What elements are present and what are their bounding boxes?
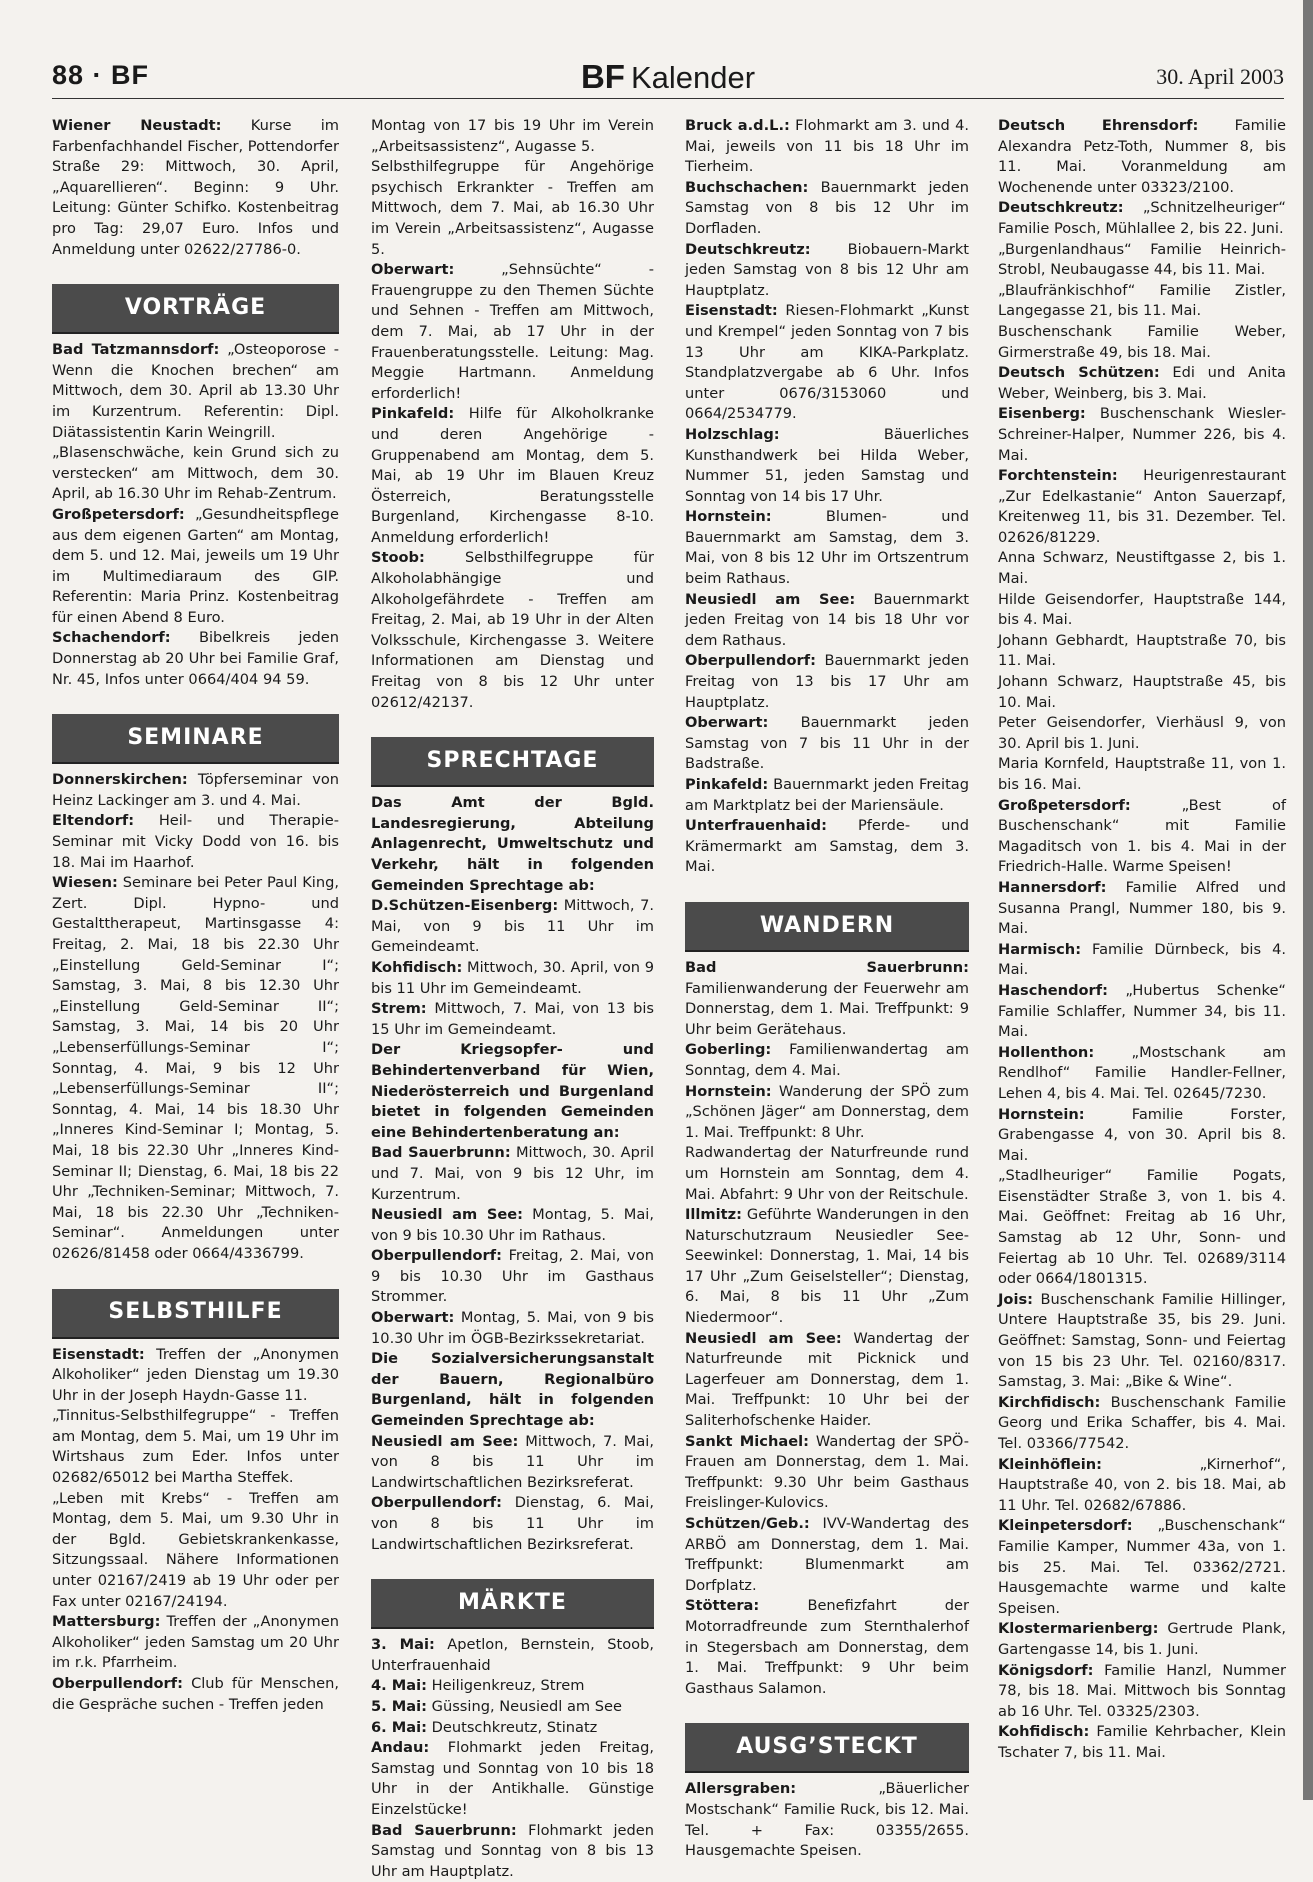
entry-place: Jois: bbox=[998, 1290, 1033, 1308]
entry-text: „Hubertus Schenke“ Familie Schlaffer, Nummer 34, bis 11. Mai. bbox=[998, 981, 1286, 1041]
calendar-entry bbox=[371, 1308, 654, 1349]
calendar-entry bbox=[371, 1821, 654, 1882]
entry-text: Bauernmarkt jeden Freitag am Marktplatz bei der Mariensäule. bbox=[685, 776, 969, 814]
entry-place: Forchtenstein: bbox=[998, 467, 1118, 485]
calendar-entry bbox=[998, 1455, 1286, 1517]
entry-text: Familie Alexandra Petz-Toth, Nummer 8, bis 11. Mai. Voranmeldung am Wochenende unter 03323/2100. bbox=[998, 117, 1286, 196]
column-2 bbox=[371, 116, 654, 1882]
entry-place: Großpetersdorf: bbox=[52, 505, 185, 523]
entry-place: 3. Mai: bbox=[371, 1636, 435, 1654]
calendar-entry bbox=[998, 404, 1286, 466]
entry-text: Heurigenrestaurant „Zur Edelkastanie“ Anton Sauerzapf, Kreitenweg 11, bis 31. Dezember. Tel. 02626/81229. bbox=[998, 467, 1286, 546]
column-4 bbox=[998, 116, 1286, 1764]
calendar-entry bbox=[371, 1738, 654, 1820]
brand-logo: BF bbox=[580, 58, 625, 95]
entry-text: Flohmarkt am 3. und 4. Mai, jeweils von 11 bis 18 Uhr im Tierheim. bbox=[685, 117, 969, 176]
entry-text: Gertrude Plank, Gartengasse 14, bis 1. Juni. bbox=[998, 1620, 1287, 1658]
entry-place: Eisenstadt: bbox=[685, 302, 778, 320]
calendar-entry bbox=[998, 198, 1286, 239]
entry-place: Eisenberg: bbox=[998, 405, 1086, 423]
entry-text: Buschenschank Wiesler-Schreiner-Halper, Nummer 226, bis 4. Mai. bbox=[998, 405, 1286, 464]
entry-text: Wanderung der SPÖ zum „Schönen Jäger“ am Donnerstag, dem 1. Mai. Treffpunkt: 8 Uhr. bbox=[685, 1082, 970, 1141]
calendar-entry bbox=[998, 796, 1286, 878]
entry-place: Kleinpetersdorf: bbox=[998, 1517, 1133, 1535]
entry-place: Donnerskirchen: bbox=[52, 771, 188, 789]
calendar-entry bbox=[52, 770, 339, 811]
calendar-entry bbox=[998, 1661, 1286, 1723]
entry-text: Heil- und Therapie-Seminar mit Vicky Dodd von 16. bis 18. Mai im Haarhof. bbox=[52, 812, 339, 871]
entry-place: Stöttera: bbox=[685, 1597, 760, 1615]
calendar-entry bbox=[52, 1489, 339, 1613]
entry-text: „Schnitzelheuriger“ Familie Posch, Mühlallee 2, bis 22. Juni. bbox=[998, 199, 1286, 237]
entry-place: 4. Mai: bbox=[371, 1677, 427, 1695]
entry-text: Familienwanderung der Feuerwehr am Donnerstag, dem 1. Mai. Treffpunkt: 9 Uhr beim Gerätehaus. bbox=[685, 979, 969, 1038]
calendar-entry bbox=[371, 958, 654, 999]
entry-place: Bad Sauerbrunn: bbox=[371, 1144, 511, 1162]
entry-text: Club für Menschen, die Gespräche suchen - Treffen jeden bbox=[52, 1675, 339, 1713]
entry-text: Geführte Wanderungen in den Naturschutzraum Neusiedler See-Seewinkel: Donnerstag, 1. Mai, 14 bis 17 Uhr „Zum Geiselsteller“; Dienstag, 6. Mai, 8 bis 11 Uhr „Zum Niedermoor“. bbox=[685, 1206, 970, 1327]
calendar-entry bbox=[998, 1722, 1286, 1763]
entry-text: Biobauern-Markt jeden Samstag von 8 bis 12 Uhr am Hauptplatz. bbox=[685, 240, 969, 299]
entry-place: Bad Sauerbrunn: bbox=[685, 958, 969, 976]
calendar-entry bbox=[52, 811, 339, 873]
entry-text: Töpferseminar von Heinz Lackinger am 3. und 4. Mai. bbox=[52, 771, 340, 809]
entry-text: Bäuerliches Kunsthandwerk bei Hilda Weber, Nummer 51, jeden Samstag und Sonntag von 14 bis 17 Uhr. bbox=[685, 425, 969, 505]
section-intro: Die Sozialversicherungsanstalt der Bauern, Regionalbüro Burgenland, hält in folgenden Gemeinden Sprechtage ab: bbox=[371, 1350, 654, 1430]
entry-text: Seminare bei Peter Paul King, Zert. Dipl. Hypno- und Gestalttherapeut, Martinsgasse 4: Freitag, 2. Mai, 18 bis 22.30 Uhr „Einstellung Geld-Seminar I“; Samstag, 3. Mai, 8 bis 12.30 Uhr „Einstellung Geld-Seminar II“; Samstag, 3. Mai, 14 bis 20 Uhr „Lebenserfüllungs-Seminar I“; Sonntag, 4. Mai, 9 bis 12 Uhr „Lebenserfüllungs-Seminar II“; Sonntag, 4. Mai, 14 bis 18.30 Uhr „Inneres Kind-Seminar I; Montag, 5. Mai, 18 bis 22.30 Uhr „Inneres Kind-Seminar II; Dienstag, 6. Mai, 18 bis 22 Uhr „Techniken-Seminar; Mittwoch, 7. Mai, 18 bis 22.30 Uhr „Techniken-Seminar“. Anmeldungen unter 02626/81458 oder 0664/4336799. bbox=[52, 874, 340, 1262]
calendar-entry bbox=[998, 466, 1286, 548]
entry-text: IVV-Wandertag des ARBÖ am Donnerstag, dem 1. Mai. Treffpunkt: Blumenmarkt am Dorfplatz. bbox=[685, 1515, 969, 1594]
entry-text: Heiligenkreuz, Strem bbox=[431, 1677, 585, 1695]
section-banner: VORTRÄGE bbox=[52, 284, 339, 334]
calendar-entry bbox=[52, 340, 339, 443]
entry-text: „Osteoporose - Wenn die Knochen brechen“ am Mittwoch, dem 30. April ab 13.30 Uhr im Kurzentrum. Referentin: Dipl. Diätassistentin Karin Weingrill. bbox=[52, 341, 339, 441]
entry-text: Familienwandertag am Sonntag, dem 4. Mai. bbox=[685, 1041, 970, 1079]
entry-place: Holzschlag: bbox=[685, 425, 780, 443]
calendar-entry bbox=[998, 1105, 1286, 1167]
column-1 bbox=[52, 116, 339, 1715]
calendar-entry bbox=[998, 672, 1286, 713]
entry-place: 5. Mai: bbox=[371, 1697, 427, 1715]
section-banner: SPRECHTAGE bbox=[371, 737, 654, 787]
calendar-entry bbox=[685, 240, 969, 302]
calendar-entry bbox=[685, 1432, 969, 1514]
entry-text: Apetlon, Bernstein, Stoob, Unterfrauenhaid bbox=[371, 1636, 654, 1674]
entry-text: „Blasenschwäche, kein Grund sich zu verstecken“ am Mittwoch, dem 30. April, ab 16.30 Uhr im Rehab-Zentrum. bbox=[52, 444, 339, 503]
section-title bbox=[52, 58, 1284, 96]
calendar-entry bbox=[685, 1082, 969, 1144]
page-edge-shadow bbox=[1303, 0, 1313, 1800]
entry-place: Hollenthon: bbox=[998, 1043, 1095, 1061]
entry-text: Benefizfahrt der Motorradfreunde zum Sternthalerhof in Stegersbach am Donnerstag, dem 1. Mai. Treffpunkt: 9 Uhr beim Gasthaus Salamon. bbox=[685, 1597, 969, 1697]
entry-text: „Tinnitus-Selbsthilfegruppe“ - Treffen am Montag, dem 5. Mai, um 19 Uhr im Wirtshaus zum Eder. Infos unter 02682/65012 bei Martha Steffek. bbox=[52, 1407, 339, 1487]
entry-text: Bauernmarkt jeden Freitag von 13 bis 17 Uhr am Hauptplatz. bbox=[685, 652, 969, 711]
calendar-entry bbox=[371, 1246, 654, 1308]
section-banner: SEMINARE bbox=[52, 714, 339, 764]
entry-place: Königsdorf: bbox=[998, 1661, 1094, 1679]
entry-place: Klostermarienberg: bbox=[998, 1620, 1159, 1638]
calendar-entry bbox=[685, 651, 969, 713]
calendar-entry bbox=[52, 1345, 339, 1407]
calendar-entry bbox=[685, 116, 969, 178]
entry-text: Mittwoch, 30. April und 7. Mai, von 9 bis 12 Uhr, im Kurzentrum. bbox=[371, 1144, 654, 1203]
entry-place: Hornstein: bbox=[685, 508, 772, 526]
entry-place: Deutsch Ehrensdorf: bbox=[998, 117, 1199, 134]
calendar-entry bbox=[371, 157, 654, 260]
section-banner: WANDERN bbox=[685, 902, 969, 952]
entry-text: Maria Kornfeld, Hauptstraße 11, von 1. bis 16. Mai. bbox=[998, 755, 1286, 793]
entry-place: Oberwart: bbox=[685, 714, 769, 732]
calendar-entry bbox=[52, 505, 339, 629]
calendar-entry bbox=[998, 1619, 1286, 1660]
entry-text: Familie Dürnbeck, bis 4. Mai. bbox=[998, 940, 1286, 979]
entry-text: „Buschenschank“ Familie Kamper, Nummer 43a, von 1. bis 25. Mai. Tel. 03362/2721. Hausgemachte warme und kalte Speisen. bbox=[998, 1517, 1286, 1617]
calendar-entry bbox=[685, 775, 969, 816]
entry-text: „Bäuerlicher Mostschank“ Familie Ruck, bis 12. Mai. Tel. + Fax: 03355/2655. Hausgemachte Speisen. bbox=[685, 1780, 969, 1860]
entry-text: Montag von 17 bis 19 Uhr im Verein „Arbeitsassistenz“, Augasse 5. bbox=[371, 117, 654, 155]
calendar-entry bbox=[371, 999, 654, 1040]
calendar-entry bbox=[685, 958, 969, 1040]
entry-place: Hornstein: bbox=[685, 1082, 772, 1100]
entry-text: Johann Gebhardt, Hauptstraße 70, bis 11. Mai. bbox=[998, 631, 1286, 670]
entry-text: Bauernmarkt jeden Freitag von 14 bis 18 Uhr vor dem Rathaus. bbox=[685, 590, 969, 649]
entry-text: Mittwoch, 7. Mai, von 8 bis 11 Uhr im Landwirtschaftlichen Bezirksreferat. bbox=[371, 1432, 654, 1491]
calendar-entry bbox=[685, 1205, 969, 1329]
calendar-entry bbox=[998, 116, 1286, 198]
calendar-entry bbox=[998, 240, 1286, 281]
entry-place: Neusiedl am See: bbox=[371, 1206, 523, 1224]
entry-text: Peter Geisendorfer, Vierhäusl 9, von 30. April bis 1. Juni. bbox=[998, 714, 1286, 752]
entry-text: „Mostschank am Rendlhof“ Familie Handler-Fellner, Lehen 4, bis 4. Mai. Tel. 02645/7230. bbox=[998, 1043, 1286, 1102]
calendar-entry bbox=[998, 548, 1286, 589]
entry-place: Neusiedl am See: bbox=[685, 590, 856, 608]
calendar-entry bbox=[371, 404, 654, 548]
calendar-entry bbox=[371, 116, 654, 157]
entry-place: Bruck a.d.L.: bbox=[685, 117, 790, 134]
entry-place: Illmitz: bbox=[685, 1206, 742, 1224]
calendar-entry bbox=[685, 178, 969, 240]
entry-place: Deutschkreutz: bbox=[685, 240, 811, 258]
column-3 bbox=[685, 116, 969, 1862]
section-intro: Das Amt der Bgld. Landesregierung, Abteilung Anlagenrecht, Umweltschutz und Verkehr, hält in folgenden Gemeinden Sprechtage ab: bbox=[371, 794, 654, 894]
calendar-entry bbox=[371, 1493, 654, 1555]
entry-place: Oberwart: bbox=[371, 261, 455, 279]
entry-place: Oberwart: bbox=[371, 1309, 455, 1327]
entry-text: Mittwoch, 7. Mai, von 9 bis 11 Uhr im Gemeindeamt. bbox=[371, 897, 654, 956]
entry-text: Selbsthilfegruppe für Alkoholabhängige und Alkoholgefährdete - Treffen am Freitag, 2. Mai, ab 19 Uhr in der Alten Volksschule, Kirchengasse 3. Weitere Informationen am Dienstag und Freitag von 8 bis 12 Uhr unter 02612/42137. bbox=[371, 549, 654, 711]
entry-text: Montag, 5. Mai, von 9 bis 10.30 Uhr im ÖGB-Bezirkssekretariat. bbox=[371, 1309, 654, 1347]
entry-place: Stoob: bbox=[371, 549, 425, 567]
calendar-entry bbox=[685, 590, 969, 652]
entry-text: Riesen-Flohmarkt „Kunst und Krempel“ jeden Sonntag von 7 bis 13 Uhr am KIKA-Parkplatz. Standplatzvergabe ab 6 Uhr. Infos unter 0676/3153060 und 0664/2534779. bbox=[685, 302, 969, 423]
calendar-entry bbox=[998, 1516, 1286, 1619]
entry-text: Montag, 5. Mai, von 9 bis 10.30 Uhr im Rathaus. bbox=[371, 1206, 654, 1244]
calendar-entry bbox=[371, 896, 654, 958]
calendar-entry bbox=[685, 713, 969, 775]
calendar-entry bbox=[685, 1596, 969, 1699]
calendar-entry bbox=[998, 1043, 1286, 1105]
entry-place: Pinkafeld: bbox=[371, 405, 455, 423]
entry-place: Kirchfidisch: bbox=[998, 1393, 1101, 1411]
calendar-entry bbox=[52, 1406, 339, 1488]
entry-text: Bauernmarkt jeden Samstag von 7 bis 11 Uhr in der Badstraße. bbox=[685, 714, 970, 773]
entry-text: Buschenschank Familie Hillinger, Untere Hauptstraße 35, bis 29. Juni. Geöffnet: Samstag, Sonn- und Feiertag von 15 bis 23 Uhr. Tel. 02160/8317. Samstag, 3. Mai: „Bike & Wine“. bbox=[998, 1290, 1286, 1391]
calendar-entry bbox=[371, 1205, 654, 1246]
calendar-entry bbox=[52, 1612, 339, 1674]
calendar-entry bbox=[52, 628, 339, 690]
entry-place: Haschendorf: bbox=[998, 981, 1108, 999]
entry-place: Kleinhöflein: bbox=[998, 1455, 1102, 1473]
calendar-entry bbox=[371, 548, 654, 713]
entry-place: 6. Mai: bbox=[371, 1718, 427, 1736]
calendar-entry bbox=[998, 1166, 1286, 1290]
calendar-entry bbox=[998, 1393, 1286, 1455]
calendar-entry bbox=[371, 1676, 654, 1697]
entry-place: Kohfidisch: bbox=[998, 1723, 1090, 1741]
entry-text: Pferde- und Krämermarkt am Samstag, dem 3. Mai. bbox=[685, 817, 969, 876]
calendar-entry bbox=[371, 1697, 654, 1718]
entry-place: Pinkafeld: bbox=[685, 776, 769, 793]
calendar-entry bbox=[998, 878, 1286, 940]
entry-text: Familie Hanzl, Nummer 78, bis 18. Mai. Mittwoch bis Sonntag ab 16 Uhr. Tel. 03325/2303. bbox=[998, 1661, 1287, 1720]
entry-text: „Blaufränkischhof“ Familie Zistler, Langegasse 21, bis 11. Mai. bbox=[998, 281, 1286, 320]
calendar-entry bbox=[371, 1143, 654, 1205]
page-header bbox=[52, 58, 1284, 98]
entry-place: Oberpullendorf: bbox=[371, 1494, 502, 1512]
entry-text: Mittwoch, 30. April, von 9 bis 11 Uhr im Gemeindeamt. bbox=[371, 958, 655, 997]
entry-text: Treffen der „Anonymen Alkoholiker“ jeden Samstag um 20 Uhr im r.k. Pfarrheim. bbox=[52, 1613, 339, 1672]
entry-text: Anna Schwarz, Neustiftgasse 2, bis 1. Mai. bbox=[998, 549, 1286, 588]
entry-text: Dienstag, 6. Mai, von 8 bis 11 Uhr im Landwirtschaftlichen Bezirksreferat. bbox=[371, 1494, 655, 1553]
entry-text: „Best of Buschenschank“ mit Familie Magaditsch von 1. bis 4. Mai in der Friedrich-Halle. Warme Speisen! bbox=[998, 796, 1287, 876]
entry-place: Andau: bbox=[371, 1739, 430, 1757]
entry-text: Wandertag der Naturfreunde mit Picknick und Lagerfeuer am Donnerstag, dem 1. Mai. Treffpunkt: 10 Uhr bei der Saliterhofschenke Haider. bbox=[685, 1329, 969, 1430]
entry-place: Wiesen: bbox=[52, 874, 118, 892]
entry-text: Bauernmarkt jeden Samstag von 8 bis 12 Uhr im Dorfladen. bbox=[685, 178, 970, 237]
entry-text: Edi und Anita Weber, Weinberg, bis 3. Mai. bbox=[998, 364, 1286, 402]
calendar-entry bbox=[52, 873, 339, 1264]
calendar-entry bbox=[685, 1514, 969, 1596]
entry-place: Strem: bbox=[371, 1000, 427, 1018]
entry-place: Sankt Michael: bbox=[685, 1432, 809, 1450]
entry-place: Deutschkreutz: bbox=[998, 199, 1124, 217]
section-banner: AUSG’STECKT bbox=[685, 1723, 969, 1773]
calendar-entry bbox=[998, 322, 1286, 363]
calendar-entry bbox=[685, 1040, 969, 1081]
entry-text: Deutschkreutz, Stinatz bbox=[431, 1718, 598, 1736]
entry-place: Bad Tatzmannsdorf: bbox=[52, 341, 220, 359]
entry-text: „Leben mit Krebs“ - Treffen am Montag, dem 5. Mai, um 9.30 Uhr in der Bgld. Gebietskrankenkasse, Sitzungssaal. Nähere Informationen unter 02167/2419 ab 19 Uhr oder per Fax unter 02167/24194. bbox=[52, 1489, 339, 1610]
entry-text: Bibelkreis jeden Donnerstag ab 20 Uhr bei Familie Graf, Nr. 45, Infos unter 0664/404 94 59. bbox=[52, 629, 339, 688]
calendar-entry bbox=[685, 425, 969, 507]
entry-place: Mattersburg: bbox=[52, 1613, 161, 1631]
entry-place: D.Schützen-Eisenberg: bbox=[371, 897, 559, 915]
entry-place: Schützen/Geb.: bbox=[685, 1515, 810, 1532]
calendar-entry bbox=[371, 260, 654, 404]
calendar-entry bbox=[52, 443, 339, 505]
calendar-entry bbox=[685, 816, 969, 878]
header-rule bbox=[52, 98, 1284, 99]
section-name: Kalender bbox=[630, 60, 756, 95]
entry-place: Oberpullendorf: bbox=[371, 1247, 502, 1265]
calendar-entry bbox=[998, 981, 1286, 1043]
entry-text: Johann Schwarz, Hauptstraße 45, bis 10. Mai. bbox=[998, 673, 1286, 711]
calendar-entry bbox=[685, 507, 969, 589]
calendar-entry bbox=[52, 116, 339, 260]
entry-text: Kurse im Farbenfachhandel Fischer, Pottendorfer Straße 29: Mittwoch, 30. April, „Aquarellieren“. Beginn: 9 Uhr. Leitung: Günter Schifko. Kostenbeitrag pro Tag: 29,07 Euro. Infos und Anmeldung unter 02622/27786-0. bbox=[52, 117, 339, 258]
entry-place: Neusiedl am See: bbox=[685, 1329, 842, 1347]
issue-date: 30. April 2003 bbox=[1156, 64, 1284, 89]
entry-text: „Sehnsüchte“ - Frauengruppe zu den Themen Süchte und Sehnen - Treffen am Mittwoch, dem 7. Mai, ab 17 Uhr in der Frauenberatungsstelle. Leitung: Mag. Meggie Hartmann. Anmeldung erforderlich! bbox=[371, 261, 654, 402]
entry-place: Deutsch Schützen: bbox=[998, 364, 1160, 382]
entry-place: Oberpullendorf: bbox=[52, 1675, 183, 1692]
entry-place: Bad Sauerbrunn: bbox=[371, 1821, 517, 1839]
entry-place: Unterfrauenhaid: bbox=[685, 817, 827, 835]
calendar-entry bbox=[52, 1674, 339, 1715]
entry-text: Familie Forster, Grabengasse 4, von 30. April bis 8. Mai. bbox=[998, 1105, 1286, 1164]
entry-place: Hannersdorf: bbox=[998, 878, 1107, 896]
entry-text: Buschenschank Familie Georg und Erika Schaffer, bis 4. Mai. Tel. 03366/77542. bbox=[998, 1393, 1286, 1452]
entry-text: Güssing, Neusiedl am See bbox=[431, 1697, 623, 1715]
calendar-entry bbox=[371, 1635, 654, 1676]
entry-text: Freitag, 2. Mai, von 9 bis 10.30 Uhr im Gasthaus Strommer. bbox=[371, 1247, 654, 1306]
calendar-entry bbox=[998, 281, 1286, 322]
calendar-entry bbox=[685, 301, 969, 425]
entry-text: Hilfe für Alkoholkranke und deren Angehörige - Gruppenabend am Montag, dem 5. Mai, ab 19 Uhr im Blauen Kreuz Österreich, Beratungsstelle Burgenland, Kirchengasse 8-10. Anmeldung erforderlich! bbox=[371, 405, 654, 546]
page-number: 88 · BF bbox=[52, 60, 150, 90]
entry-place: Großpetersdorf: bbox=[998, 796, 1131, 814]
entry-text: Familie Alfred und Susanna Prangl, Nummer 180, bis 9. Mai. bbox=[998, 878, 1287, 938]
section-banner: MÄRKTE bbox=[371, 1579, 654, 1629]
entry-place: Goberling: bbox=[685, 1041, 772, 1059]
entry-text: Radwandertag der Naturfreunde rund um Hornstein am Sonntag, dem 4. Mai. Abfahrt: 9 Uhr von der Reitschule. bbox=[685, 1144, 969, 1203]
entry-text: Wandertag der SPÖ-Frauen am Donnerstag, dem 1. Mai. Treffpunkt: 9.30 Uhr beim Gasthaus Freislinger-Kulovics. bbox=[685, 1432, 970, 1512]
calendar-entry bbox=[998, 590, 1286, 631]
entry-text: Treffen der „Anonymen Alkoholiker“ jeden Dienstag um 19.30 Uhr in der Joseph Haydn-Gasse 11. bbox=[52, 1345, 339, 1404]
entry-text: Blumen- und Bauernmarkt am Samstag, dem 3. Mai, von 8 bis 12 Uhr im Ortszentrum beim Rathaus. bbox=[685, 508, 969, 588]
entry-text: „Burgenlandhaus“ Familie Heinrich-Strobl, Neubaugasse 44, bis 11. Mai. bbox=[998, 240, 1286, 279]
entry-text: „Kirnerhof“, Hauptstraße 40, von 2. bis 18. Mai, ab 11 Uhr. Tel. 02682/67886. bbox=[998, 1455, 1286, 1514]
calendar-entry bbox=[685, 1779, 969, 1861]
calendar-entry bbox=[998, 940, 1286, 981]
calendar-entry bbox=[685, 1143, 969, 1205]
entry-place: Hornstein: bbox=[998, 1105, 1085, 1123]
calendar-entry bbox=[371, 1432, 654, 1494]
entry-text: Flohmarkt jeden Freitag, Samstag und Sonntag von 10 bis 18 Uhr in der Antikhalle. Günstige Einzelstücke! bbox=[371, 1739, 654, 1818]
calendar-entry bbox=[998, 713, 1286, 754]
entry-text: Mittwoch, 7. Mai, von 13 bis 15 Uhr im Gemeindeamt. bbox=[371, 1000, 655, 1038]
entry-place: Schachendorf: bbox=[52, 629, 171, 647]
entry-place: Eisenstadt: bbox=[52, 1345, 145, 1363]
entry-text: „Stadlheuriger“ Familie Pogats, Eisenstädter Straße 3, von 1. bis 4. Mai. Geöffnet: Freitag ab 16 Uhr, Samstag ab 12 Uhr, Sonn- und Feiertag ab 10 Uhr. Tel. 02689/3114 oder 0664/1801315. bbox=[998, 1167, 1286, 1288]
calendar-entry bbox=[998, 1290, 1286, 1393]
calendar-entry bbox=[685, 1329, 969, 1432]
entry-text: Flohmarkt jeden Samstag und Sonntag von 8 bis 13 Uhr am Hauptplatz. bbox=[371, 1821, 655, 1880]
entry-place: Kohfidisch: bbox=[371, 958, 463, 976]
calendar-entry bbox=[998, 631, 1286, 672]
entry-place: Oberpullendorf: bbox=[685, 652, 816, 670]
entry-place: Allersgraben: bbox=[685, 1780, 797, 1798]
entry-text: Hilde Geisendorfer, Hauptstraße 144, bis 4. Mai. bbox=[998, 590, 1286, 629]
entry-place: Harmisch: bbox=[998, 940, 1082, 958]
entry-place: Eltendorf: bbox=[52, 812, 135, 830]
entry-place: Wiener Neustadt: bbox=[52, 117, 222, 134]
calendar-entry bbox=[998, 363, 1286, 404]
calendar-entry bbox=[998, 754, 1286, 795]
entry-text: Selbsthilfegruppe für Angehörige psychisch Erkrankter - Treffen am Mittwoch, dem 7. Mai, ab 16.30 Uhr im Verein „Arbeitsassistenz“, Augasse 5. bbox=[371, 158, 654, 258]
calendar-entry bbox=[371, 1718, 654, 1739]
entry-text: Familie Kehrbacher, Klein Tschater 7, bis 11. Mai. bbox=[998, 1723, 1286, 1761]
entry-place: Buchschachen: bbox=[685, 178, 809, 196]
entry-place: Neusiedl am See: bbox=[371, 1432, 519, 1450]
section-intro: Der Kriegsopfer- und Behindertenverband für Wien, Niederösterreich und Burgenland bietet in folgenden Gemeinden eine Behindertenberatung an: bbox=[371, 1041, 654, 1141]
section-banner: SELBSTHILFE bbox=[52, 1289, 339, 1339]
entry-text: „Gesundheitspflege aus dem eigenen Garten“ am Montag, dem 5. und 12. Mai, jeweils um 19 Uhr im Multimediaraum des GIP. Referentin: Maria Prinz. Kostenbeitrag für einen Abend 8 Euro. bbox=[52, 505, 339, 626]
entry-text: Buschenschank Familie Weber, Girmerstraße 49, bis 18. Mai. bbox=[998, 322, 1286, 361]
